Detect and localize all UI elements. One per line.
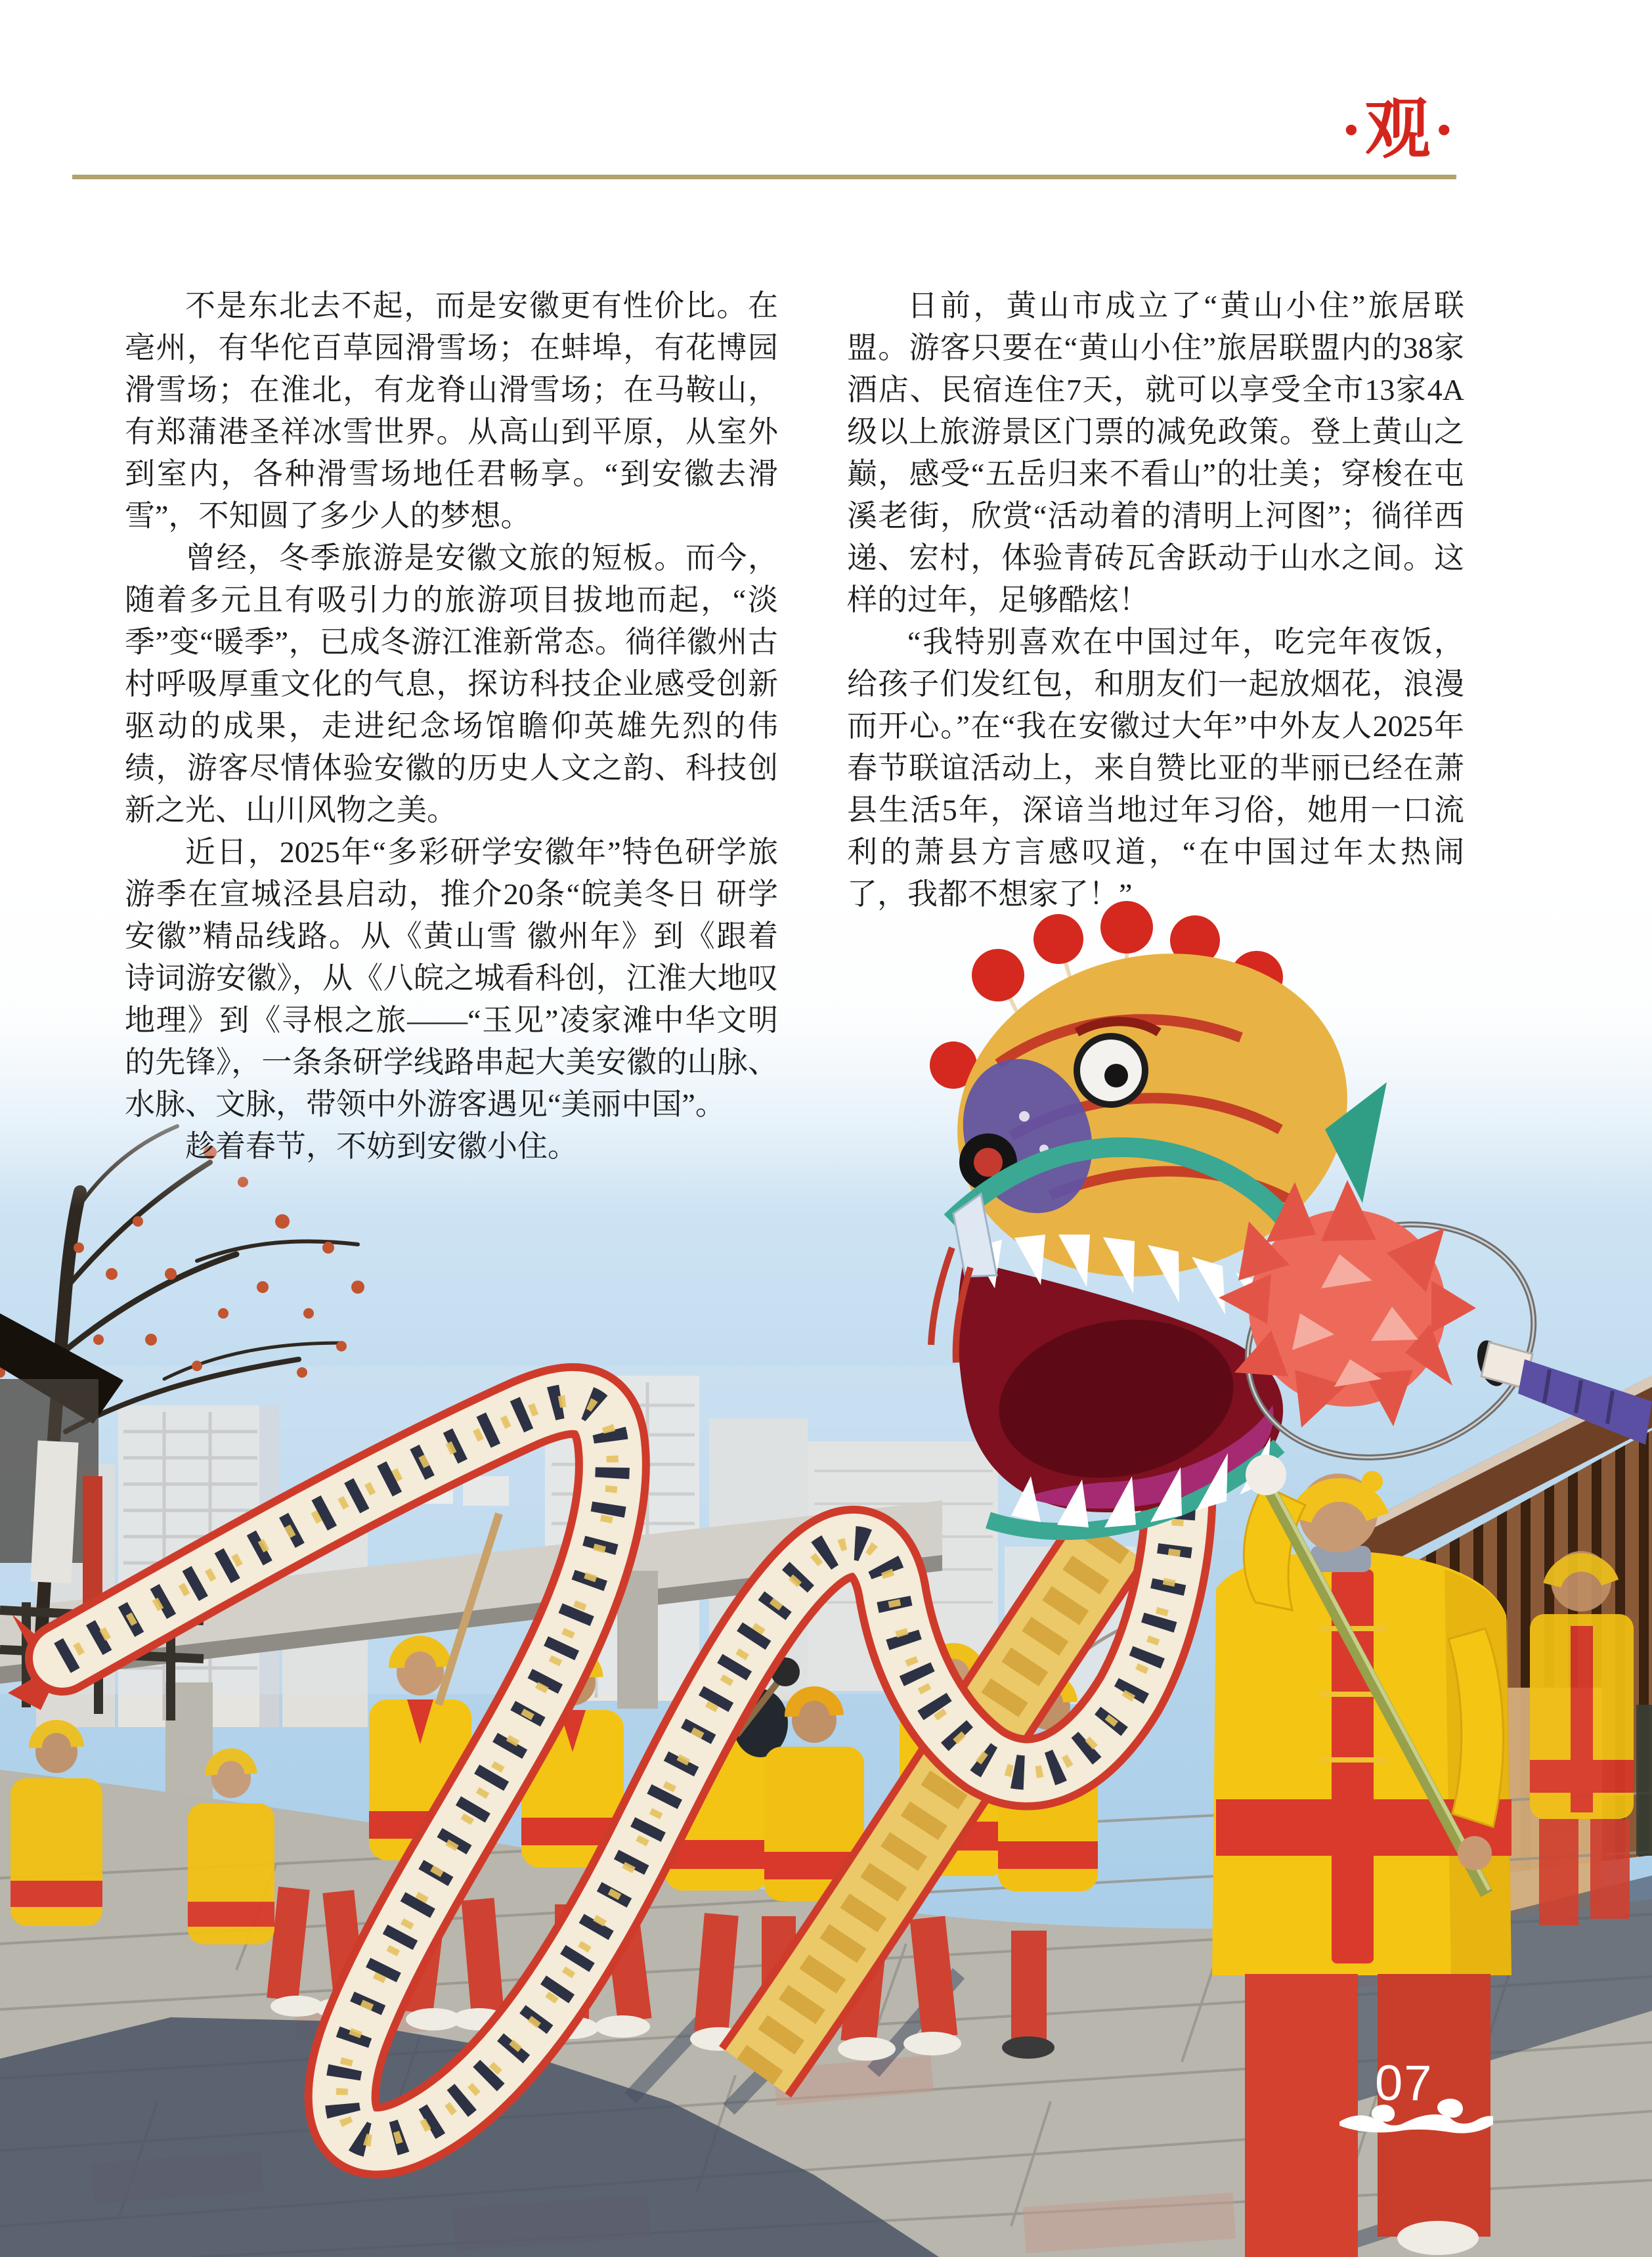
paragraph: 曾经，冬季旅游是安徽文旅的短板。而今，随着多元且有吸引力的旅游项目拔地而起，“淡季”变“暖季”，已成冬游江淮新常态。徜徉徽州古村呼吸厚重文化的气息，探访科技企业感受创新驱动的成果，走进纪念场馆瞻仰英雄先烈的伟绩，游客尽情体验安徽的历史人文之韵、科技创新之光、山川风物之美。 [125,541,778,827]
paragraph: 日前，黄山市成立了“黄山小住”旅居联盟。游客只要在“黄山小住”旅居联盟内的38家酒店、民宿连住7天，就可以享受全市13家4A级以上旅游景区门票的减免政策。登上黄山之巅，感受“五岳归来不看山”的壮美；穿梭在屯溪老街，欣赏“活动着的清明上河图”；徜徉西递、宏村，体验青砖瓦舍跃动于山水之间。这样的过年，足够酷炫！ [847,289,1464,617]
header-rule [72,175,1456,179]
article-right-column [847,285,1464,915]
page-number: 07 [1375,2055,1433,2111]
folio [1337,2055,1494,2145]
wave-icon [1337,2095,1494,2141]
paragraph: 近日，2025年“多彩研学安徽年”特色研学旅游季在宣城泾县启动，推介20条“皖美冬日 研学安徽”精品线路。从《黄山雪 徽州年》到《跟着诗词游安徽》，从《八皖之城看科创，江淮大地叹地理》到《寻根之旅——“玉见”凌家滩中华文明的先锋》，一条条研学线路串起大美安徽的山脉、水脉、文脉，带领中外游客遇见“美丽中国”。 [125,835,778,1121]
paragraph: 趁着春节，不妨到安徽小住。 [185,1129,578,1163]
paragraph: “我特别喜欢在中国过年，吃完年夜饭，给孩子们发红包，和朋友们一起放烟花，浪漫而开心。”在“我在安徽过大年”中外友人2025年春节联谊活动上，来自赞比亚的芈丽已经在萧县生活5年，深谙当地过年习俗，她用一口流利的萧县方言感叹道，“在中国过年太热闹了，我都不想家了！” [847,625,1464,911]
article-left-column [125,285,778,1168]
section-mark: ·观· [1340,93,1458,166]
white-glove [1246,1455,1286,1495]
paragraph: 不是东北去不起，而是安徽更有性价比。在亳州，有华佗百草园滑雪场；在蚌埠，有花博园滑雪场；在淮北，有龙脊山滑雪场；在马鞍山，有郑蒲港圣祥冰雪世界。从高山到平原，从室外到室内，各种滑雪场地任君畅享。“到安徽去滑雪”，不知圆了多少人的梦想。 [125,289,778,533]
